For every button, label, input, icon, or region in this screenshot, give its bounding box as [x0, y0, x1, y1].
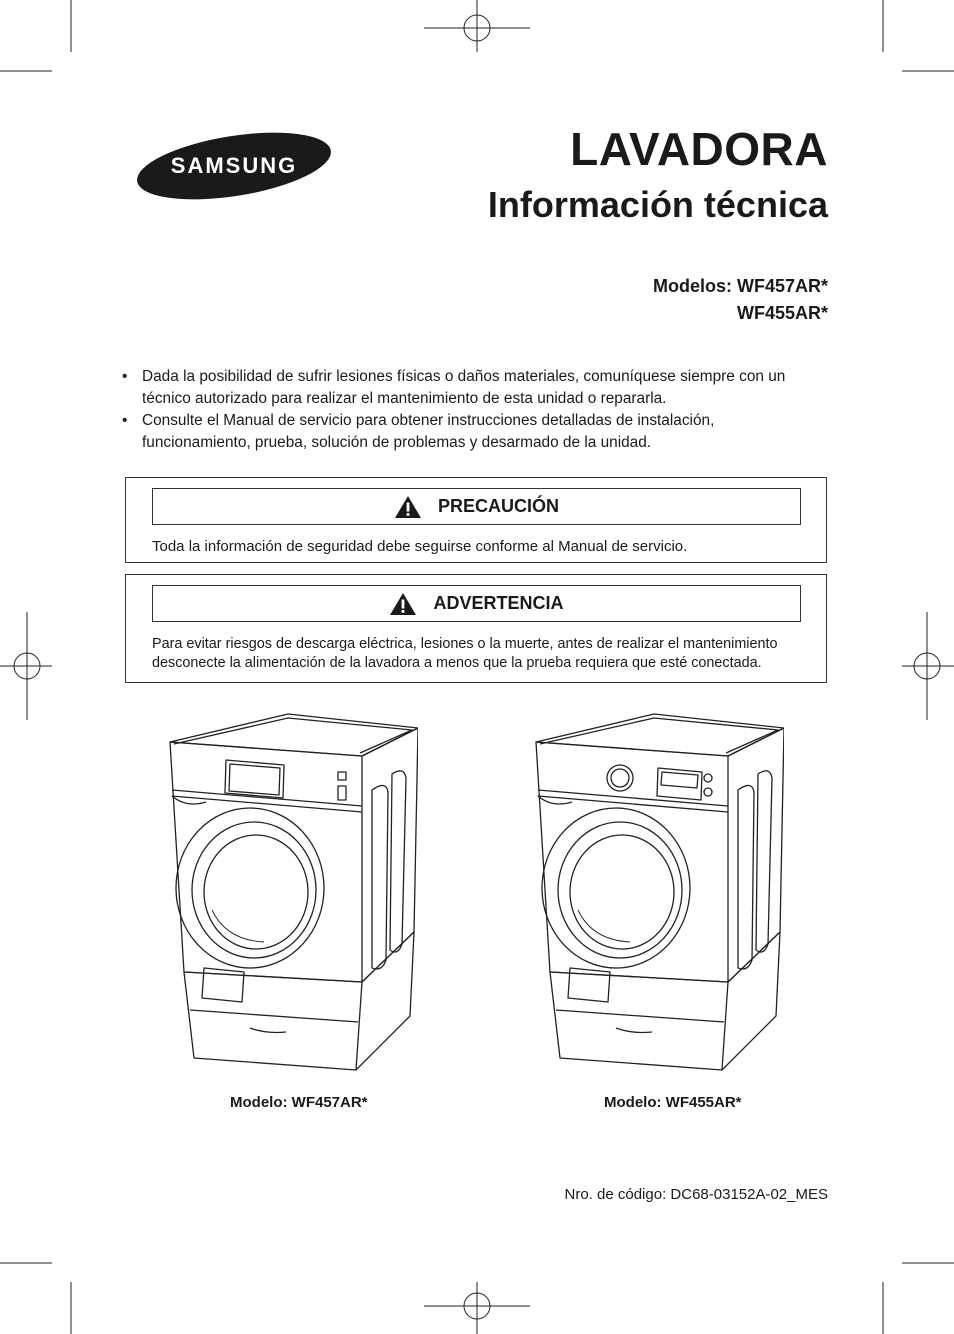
- document-code: Nro. de código: DC68-03152A-02_MES: [564, 1186, 828, 1203]
- warning-heading-bar: [152, 585, 801, 622]
- caution-heading-bar: [152, 488, 801, 525]
- figure-caption-wf455ar: Modelo: WF455AR*: [604, 1094, 742, 1111]
- bullet-glyph: •: [122, 368, 128, 385]
- samsung-logo: [134, 131, 334, 201]
- warning-triangle-icon: [389, 592, 417, 616]
- washer-illustration-wf457ar: [166, 710, 418, 1082]
- caution-heading: PRECAUCIÓN: [437, 496, 559, 516]
- washer-illustration-wf455ar: [532, 710, 784, 1082]
- models-line-1: Modelos: WF457AR*: [652, 276, 828, 296]
- warning-heading: ADVERTENCIA: [433, 593, 564, 613]
- caution-text: Toda la información de seguridad debe seguirse conforme al Manual de servicio.: [152, 538, 688, 555]
- document-title: LAVADORA: [570, 123, 828, 175]
- warning-text: Para evitar riesgos de descarga eléctrica, lesiones o la muerte, antes de realizar el mantenimiento desconecte la alimentación de la lavadora a menos que la prueba requiera que esté conectada.: [152, 636, 778, 671]
- bullet-glyph: •: [122, 412, 128, 429]
- figure-caption-wf457ar: Modelo: WF457AR*: [230, 1094, 368, 1111]
- logo-text: SAMSUNG: [170, 153, 298, 178]
- list-item: [122, 366, 822, 410]
- warning-box: [125, 574, 827, 683]
- caution-box: [125, 477, 827, 563]
- models-block: [653, 273, 828, 327]
- intro-bullet-list: [122, 366, 822, 454]
- document-subtitle: Información técnica: [487, 184, 828, 225]
- models-line-2: WF455AR*: [736, 303, 828, 323]
- bullet-text: Consulte el Manual de servicio para obtener instrucciones detalladas de instalación, funcionamiento, prueba, solución de problemas y desarmado de la unidad.: [142, 412, 715, 451]
- list-item: [122, 410, 822, 454]
- warning-triangle-icon: [394, 495, 422, 519]
- bullet-text: Dada la posibilidad de sufrir lesiones físicas o daños materiales, comuníquese siempre con un técnico autorizado para realizar el mantenimiento de esta unidad o repararla.: [142, 368, 786, 407]
